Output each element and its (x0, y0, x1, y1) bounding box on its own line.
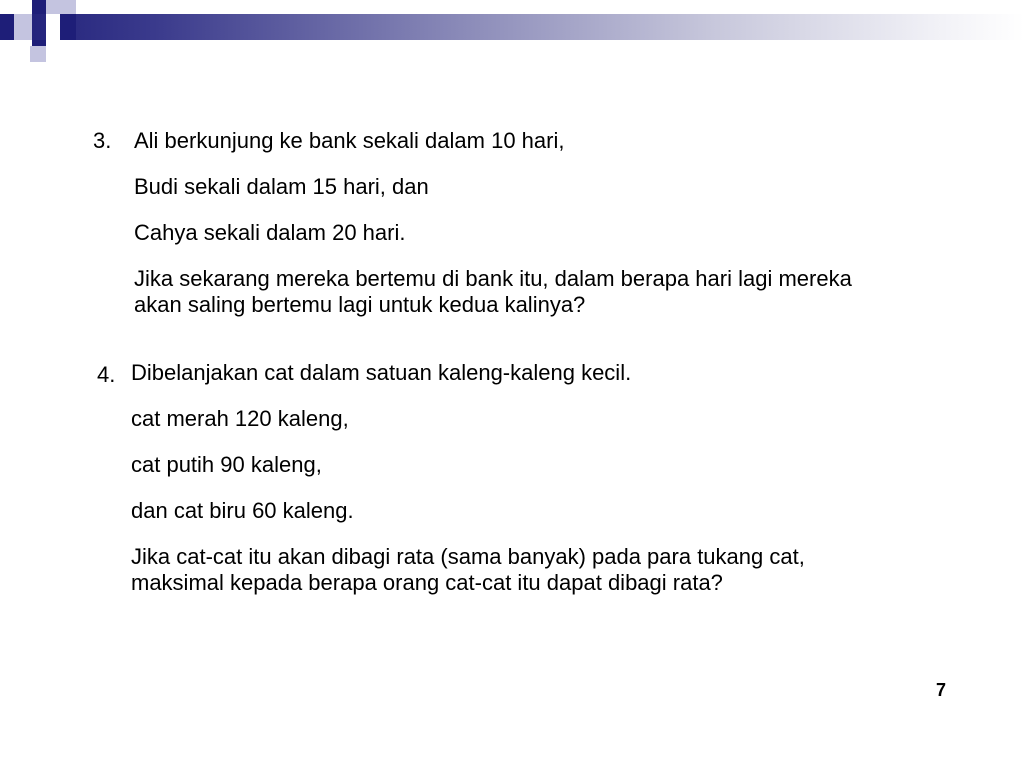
problem-line: Budi sekali dalam 15 hari, dan (134, 174, 429, 199)
problem-line: Dibelanjakan cat dalam satuan kaleng-kaleng kecil. (131, 360, 632, 385)
problem-line: Ali berkunjung ke bank sekali dalam 10 hari, (134, 128, 565, 153)
decor-square (32, 0, 46, 14)
header-band (0, 14, 1024, 40)
page-number: 7 (935, 680, 946, 700)
problem-body (131, 360, 891, 616)
problem-number: 4. (97, 362, 116, 387)
problem-line: cat merah 120 kaleng, (131, 406, 349, 431)
decor-square (46, 14, 60, 40)
decor-square (60, 14, 76, 40)
problem-number: 3. (93, 128, 112, 153)
problem-body (134, 128, 894, 338)
decor-square (0, 14, 14, 40)
decor-square (60, 0, 76, 14)
problem-line: cat putih 90 kaleng, (131, 452, 322, 477)
problem-question: Jika sekarang mereka bertemu di bank itu, dalam berapa hari lagi mereka akan saling bertemu lagi untuk kedua kalinya? (134, 266, 852, 317)
decor-square (0, 0, 14, 14)
decor-square (46, 0, 60, 14)
decor-square (30, 46, 46, 62)
problem-question: Jika cat-cat itu akan dibagi rata (sama banyak) pada para tukang cat, maksimal kepada berapa orang cat-cat itu dapat dibagi rata? (131, 544, 805, 595)
problem-line: Cahya sekali dalam 20 hari. (134, 220, 406, 245)
problem-line: dan cat biru 60 kaleng. (131, 498, 354, 523)
decor-square (14, 14, 32, 40)
